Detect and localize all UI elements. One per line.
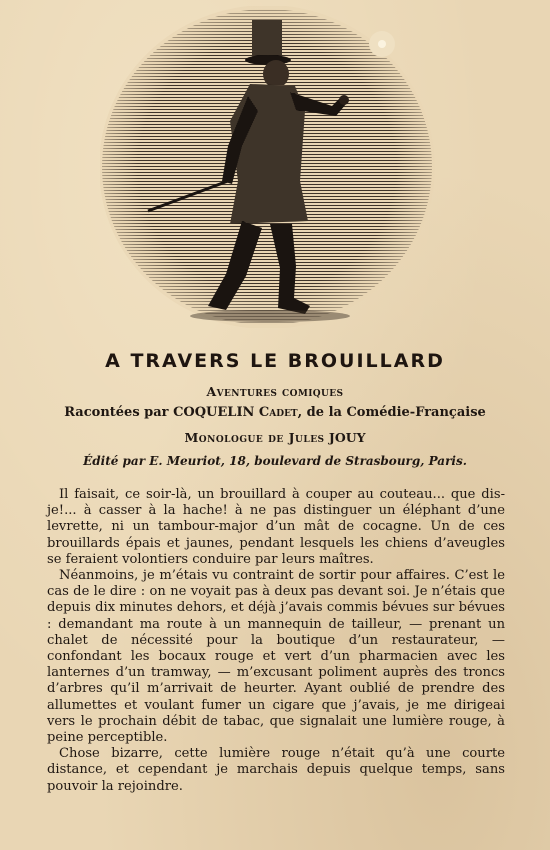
article-subtitle: Aventures comiques [206, 384, 344, 399]
credit-prefix: Racontées par [64, 405, 169, 420]
publisher-prefix: Édité par E. Meuriot, [83, 454, 225, 468]
fog-walker-engraving [100, 6, 435, 328]
monologue-credit [0, 430, 550, 445]
author-credit [0, 405, 550, 420]
engraving-illustration [100, 6, 435, 328]
monologue-author: JOUY [328, 430, 366, 445]
article-body [47, 487, 505, 795]
credit-author: COQUELIN Cadet [173, 405, 298, 420]
credit-suffix: , de la Comédie-Française [297, 405, 486, 420]
monologue-prefix: Monologue de Jules [184, 430, 325, 445]
publisher-line [0, 454, 550, 468]
paragraph-2: Néanmoins, je m’étais vu contraint de sortir pour affaires. C’est le cas de le dire : on ne voyait pas à deux pas devant soi. Je n’étais que depuis dix minutes dehors, et déjà j’avais commis bévues sur bévues : demandant ma route à un mannequin de tailleur, — prenant un chalet de nécessité pour la boutique d’un restaurateur, — confondant les bocaux rouge et vert d’un pharmacien avec les lanternes d’un tramway, — m’excusant poliment auprès des troncs d’arbres qu’il m’arrivait de heurter. Ayant oublié de prendre des allumettes et voulant fumer un cigare que j’avais, je me dirigeai vers le prochain débit de tabac, que signalait une lumière rouge, à peine perceptible. [47, 568, 505, 746]
paragraph-3: Chose bizarre, cette lumière rouge n’était qu’à une courte distance, et cependant je marchais depuis quelque temps, sans pouvoir la rejoindre. [47, 746, 505, 794]
publisher-address: 18, boulevard de Strasbourg, Paris. [224, 454, 467, 468]
paragraph-1: Il faisait, ce soir-là, un brouillard à couper au couteau... que dis-je!... à casser à la hache! à ne pas distinguer un éléphant d’une levrette, ni un tambour-major d’un mât de cocagne. Un de ces brouillards épais et jaunes, pendant lesquels les chiens d’aveugles se feraient volontiers conduire par leurs maîtres. [47, 487, 505, 567]
top-hat [252, 20, 282, 60]
head [263, 60, 289, 88]
article-title: A TRAVERS LE BROUILLARD [105, 350, 445, 372]
